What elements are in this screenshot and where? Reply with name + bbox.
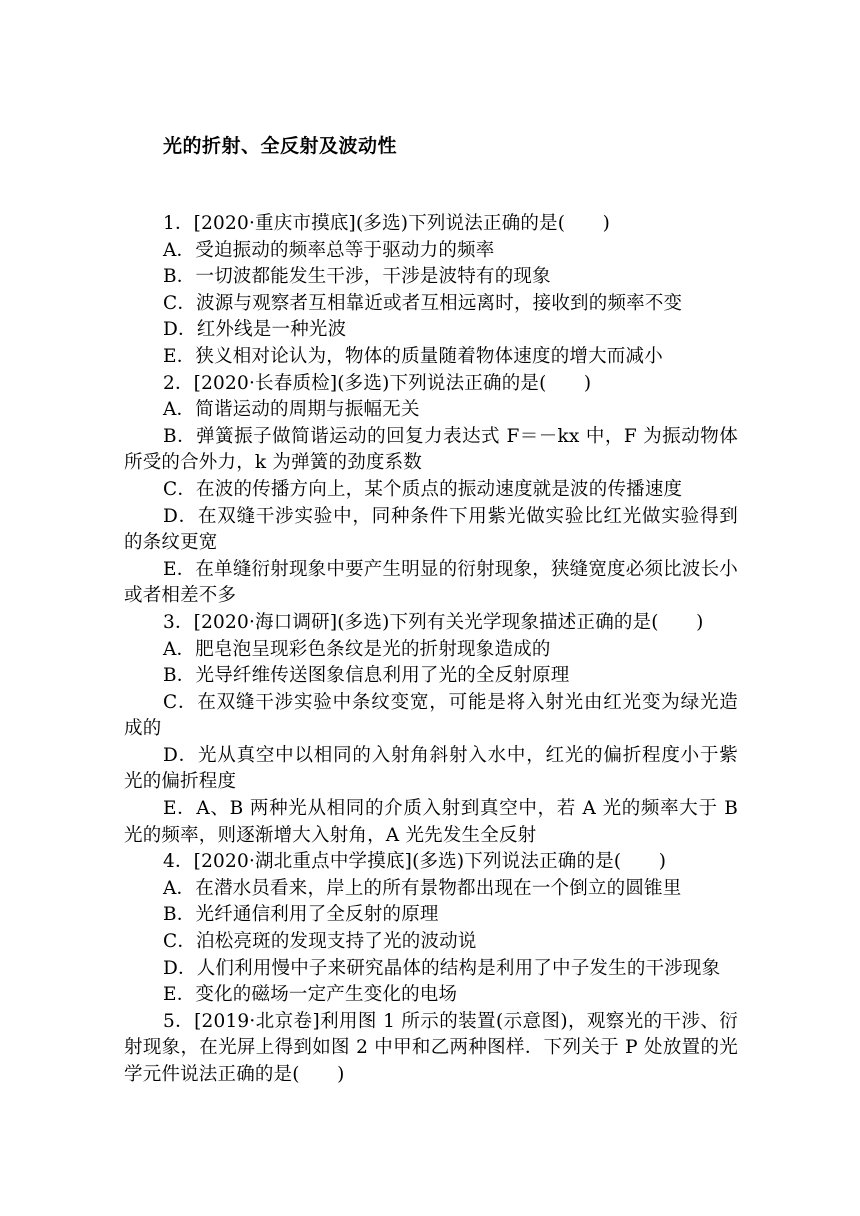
question-4-option-b: B．光纤通信利用了全反射的原理 [163,904,439,926]
question-1-option-e: E．狭义相对论认为，物体的质量随着物体速度的增大而减小 [163,345,663,367]
question-1-option-c: C．波源与观察者互相靠近或者互相远离时，接收到的频率不变 [163,292,683,314]
question-4-stem: 4．[2020·湖北重点中学摸底](多选)下列说法正确的是( ) [163,851,667,873]
question-list [124,211,738,1089]
question-4-option-e: E．变化的磁场一定产生变化的电场 [163,984,458,1006]
question-1-option-a: A．受迫振动的频率总等于驱动力的频率 [163,239,495,261]
question-1-stem: 1．[2020·重庆市摸底](多选)下列说法正确的是( ) [163,213,611,234]
question-2-option-e: E．在单缝衍射现象中要产生明显的衍射现象，狭缝宽度必须比波长小或者相差不多 [124,558,738,607]
question-4-option-d: D．人们利用慢中子来研究晶体的结构是利用了中子发生的干涉现象 [163,957,721,979]
question-1-option-d: D．红外线是一种光波 [163,319,347,341]
page-title: 光的折射、全反射及波动性 [163,135,398,157]
question-2-option-c: C．在波的传播方向上，某个质点的振动速度就是波的传播速度 [163,478,683,500]
question-3-option-a: A．肥皂泡呈现彩色条纹是光的折射现象造成的 [163,638,551,660]
question-2-option-a: A．简谐运动的周期与振幅无关 [163,399,420,421]
question-2-option-d: D．在双缝干涉实验中，同种条件下用紫光做实验比红光做实验得到的条纹更宽 [124,505,738,554]
question-2-stem: 2．[2020·长春质检](多选)下列说法正确的是( ) [163,372,592,394]
question-4-option-c: C．泊松亮斑的发现支持了光的波动说 [163,931,477,953]
question-3-option-b: B．光导纤维传送图象信息利用了光的全反射原理 [163,665,570,687]
question-4-option-a: A．在潜水员看来，岸上的所有景物都出现在一个倒立的圆锥里 [163,877,682,899]
question-3-option-e: E．A、B 两种光从相同的介质入射到真空中，若 A 光的频率大于 B 光的频率，则逐渐增大入射角，A 光先发生全反射 [124,798,738,846]
question-3-option-c: C．在双缝干涉实验中条纹变宽，可能是将入射光由红光变为绿光造成的 [124,691,738,740]
question-3-option-d: D．光从真空中以相同的入射角斜射入水中，红光的偏折程度小于紫光的偏折程度 [124,744,738,793]
question-5-stem: 5．[2019·北京卷]利用图 1 所示的装置(示意图)，观察光的干涉、衍射现象，在光屏上得到如图 2 中甲和乙两种图样．下列关于 P 处放置的光学元件说法正确的是( ) [124,1010,738,1085]
question-3-stem: 3．[2020·海口调研](多选)下列有关光学现象描述正确的是( ) [163,611,704,633]
question-1-option-b: B．一切波都能发生干涉，干涉是波特有的现象 [163,266,551,288]
question-2-option-b: B．弹簧振子做简谐运动的回复力表达式 F＝－kx 中，F 为振动物体所受的合外力，k 为弹簧的劲度系数 [124,425,738,474]
